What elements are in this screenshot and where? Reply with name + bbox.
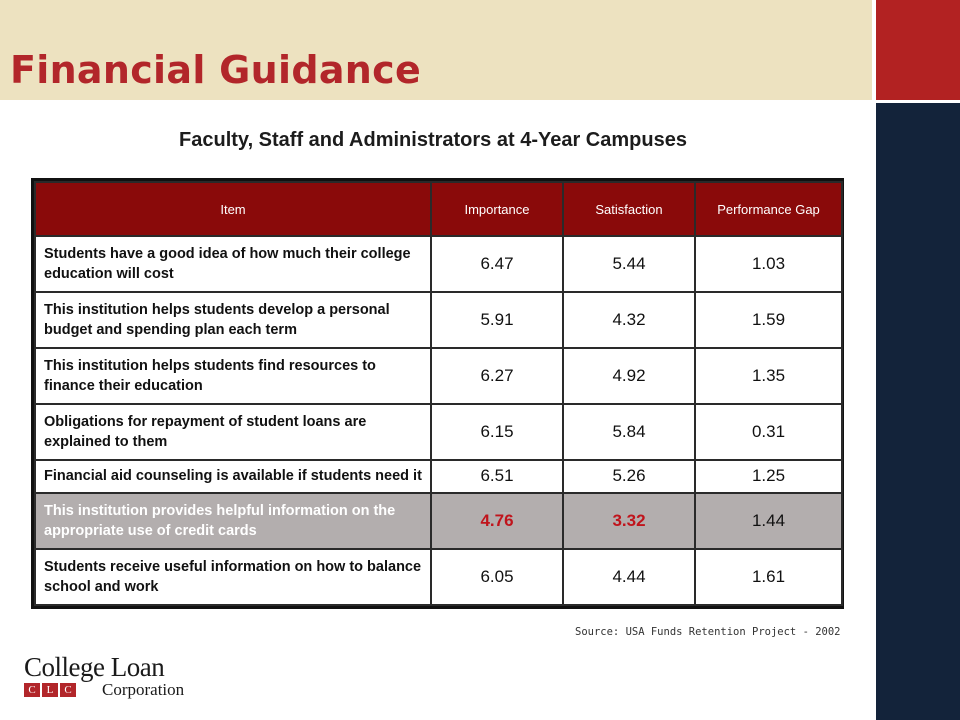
row-importance: 6.05	[431, 549, 563, 605]
row-satisfaction: 3.32	[563, 493, 695, 549]
row-importance: 6.47	[431, 236, 563, 292]
row-performance-gap: 1.59	[695, 292, 842, 348]
table-frame	[31, 178, 844, 609]
logo-text-top: College Loan	[24, 652, 165, 682]
row-performance-gap: 1.35	[695, 348, 842, 404]
table-row-highlighted	[35, 493, 842, 549]
accent-bar-red	[876, 0, 960, 100]
row-satisfaction: 5.44	[563, 236, 695, 292]
row-importance: 5.91	[431, 292, 563, 348]
accent-bar-navy	[876, 103, 960, 720]
logo-letter: L	[42, 683, 58, 697]
table-subtitle: Faculty, Staff and Administrators at 4-Year Campuses	[179, 129, 687, 151]
page-title: Financial Guidance	[10, 48, 422, 92]
college-loan-logo	[24, 652, 204, 702]
row-item: Obligations for repayment of student loans are explained to them	[35, 404, 431, 460]
table-row	[35, 292, 842, 348]
table-header-row	[35, 182, 842, 236]
row-performance-gap: 1.61	[695, 549, 842, 605]
logo-letter: C	[24, 683, 40, 697]
table-row	[35, 348, 842, 404]
row-importance: 4.76	[431, 493, 563, 549]
row-item: This institution provides helpful information on the appropriate use of credit cards	[35, 493, 431, 549]
row-importance: 6.27	[431, 348, 563, 404]
row-item: Financial aid counseling is available if students need it	[35, 460, 431, 494]
row-satisfaction: 4.92	[563, 348, 695, 404]
row-item: Students have a good idea of how much their college education will cost	[35, 236, 431, 292]
row-item: This institution helps students find resources to finance their education	[35, 348, 431, 404]
column-header-performance-gap: Performance Gap	[695, 182, 842, 236]
row-satisfaction: 5.26	[563, 460, 695, 494]
row-performance-gap: 1.44	[695, 493, 842, 549]
column-header-importance: Importance	[431, 182, 563, 236]
column-header-item: Item	[35, 182, 431, 236]
row-performance-gap: 0.31	[695, 404, 842, 460]
row-item: Students receive useful information on how to balance school and work	[35, 549, 431, 605]
row-satisfaction: 4.32	[563, 292, 695, 348]
row-importance: 6.51	[431, 460, 563, 494]
row-performance-gap: 1.03	[695, 236, 842, 292]
logo-clc-mark	[24, 683, 76, 697]
table-row	[35, 460, 842, 494]
column-header-satisfaction: Satisfaction	[563, 182, 695, 236]
table-row	[35, 404, 842, 460]
data-table	[34, 181, 843, 606]
row-item: This institution helps students develop a personal budget and spending plan each term	[35, 292, 431, 348]
source-note: Source: USA Funds Retention Project - 2002	[575, 626, 841, 638]
row-satisfaction: 5.84	[563, 404, 695, 460]
row-performance-gap: 1.25	[695, 460, 842, 494]
table-row	[35, 236, 842, 292]
table-row	[35, 549, 842, 605]
row-satisfaction: 4.44	[563, 549, 695, 605]
logo-text-bottom: Corporation	[102, 680, 185, 699]
row-importance: 6.15	[431, 404, 563, 460]
logo-letter: C	[60, 683, 76, 697]
